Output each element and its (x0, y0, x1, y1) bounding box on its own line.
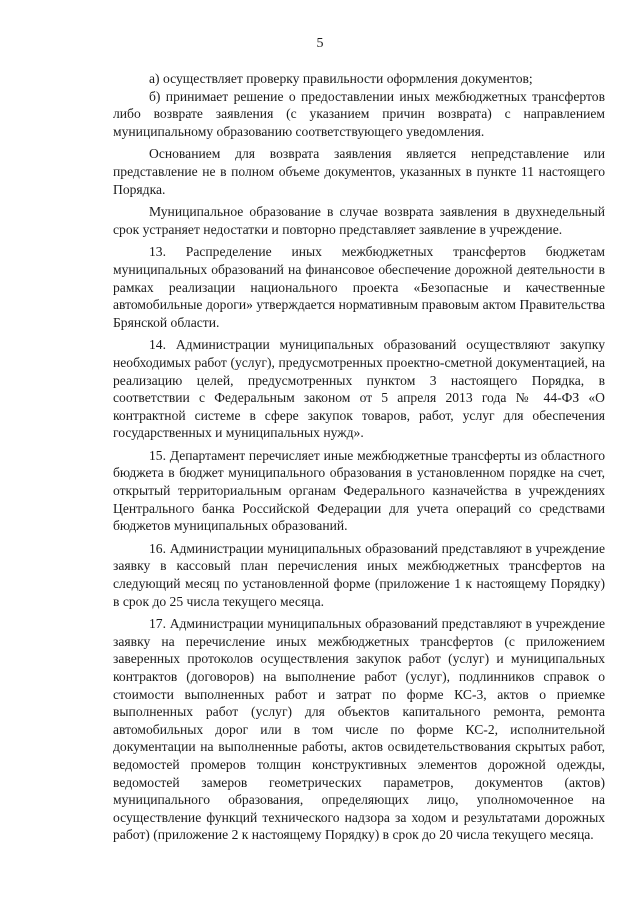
paragraph-15: 15. Департамент перечисляет иные межбюджетные трансферты из областного бюджета в бюджет муниципального образования в установленном порядке на счет, открытый территориальным органам Федерального казначейства в учреждениях Центрального банка Российской Федерации для учета операций со средствами бюджетов муниципальных образований. (113, 447, 605, 534)
paragraph-12-b: б) принимает решение о предоставлении иных межбюджетных трансфертов либо возврате заявления (с указанием причин возврата) с направлением муниципальному образованию соответствующего уведомления. (113, 88, 605, 139)
paragraph-return-basis: Основанием для возврата заявления является непредставление или представление не в полном объеме документов, указанных в пункте 11 настоящего Порядка. (113, 146, 605, 197)
paragraph-12-a: а) осуществляет проверку правильности оформления документов; (149, 71, 533, 86)
page-number: 5 (316, 36, 324, 51)
paragraph-16: 16. Администрации муниципальных образований представляют в учреждение заявку в кассовый план перечисления иных межбюджетных трансфертов на следующий месяц по установленной форме (приложение 1 к настоящему Порядку) в срок до 25 числа текущего месяца. (113, 540, 605, 609)
paragraph-resubmission: Муниципальное образование в случае возврата заявления в двухнедельный срок устраняет недостатки и повторно представляет заявление в учреждение. (113, 204, 605, 237)
document-body (113, 70, 605, 849)
paragraph-17: 17. Администрации муниципальных образований представляют в учреждение заявку на перечисление иных межбюджетных трансфертов (с приложением заверенных протоколов осуществления закупок работ (услуг) и муниципальных контрактов (договоров) на выполнение работ (услуг), подлинников справок о стоимости выполненных работ и затрат по форме КС-3, актов о приемке выполненных работ (услуг) для объектов капитального ремонта, ремонта автомобильных дорог или в том числе по форме КС-2, исполнительной документации на выполненные работы, актов освидетельствования скрытых работ, ведомостей промеров толщин конструктивных элементов дорожной одежды, ведомостей замеров геометрических параметров, документов (актов) муниципального образования, определяющих лицо, уполномоченное на осуществление функций технического надзора за ходом и результатами дорожных работ) (приложение 2 к настоящему Порядку) в срок до 20 числа текущего месяца. (113, 616, 605, 843)
paragraph-14: 14. Администрации муниципальных образований осуществляют закупку необходимых работ (услуг), предусмотренных проектно-сметной документацией, на реализацию целей, предусмотренных пунктом 3 настоящего Порядка, в соответствии с Федеральным законом от 5 апреля 2013 года № 44-ФЗ «О контрактной системе в сфере закупок товаров, работ, услуг для обеспечения государственных и муниципальных нужд». (113, 337, 605, 441)
paragraph-13: 13. Распределение иных межбюджетных трансфертов бюджетам муниципальных образований на финансовое обеспечение дорожной деятельности в рамках реализации национального проекта «Безопасные и качественные автомобильные дороги» утверждается нормативным правовым актом Правительства Брянской области. (113, 244, 605, 330)
